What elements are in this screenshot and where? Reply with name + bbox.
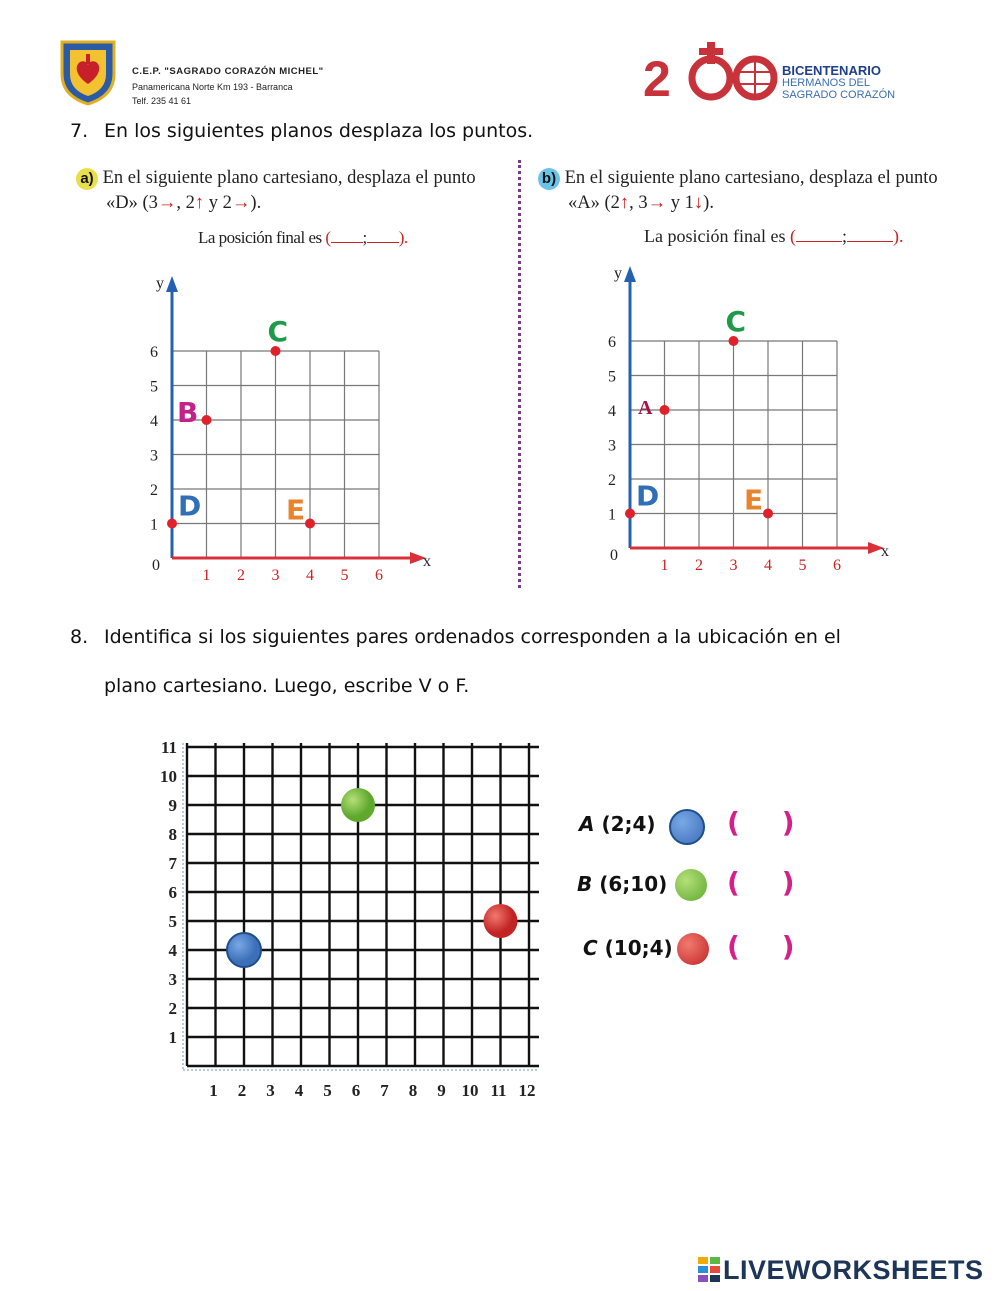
- y-tick-label: 6: [608, 334, 616, 351]
- crest-icon: [52, 34, 124, 106]
- x-tick-label: 5: [340, 567, 349, 584]
- q7b-final-sep: ;: [841, 226, 847, 246]
- q7a-l2-suffix: ).: [250, 193, 262, 213]
- section-divider: [518, 160, 521, 588]
- y-axis-label: y: [614, 265, 622, 282]
- point-e-label: E: [286, 493, 306, 527]
- y-axis-arrow-icon: [624, 266, 636, 282]
- x-tick-label: 4: [764, 557, 772, 574]
- q7b-answer-y[interactable]: [847, 225, 893, 242]
- x-tick-label: 8: [408, 1081, 418, 1100]
- x-tick-label: 4: [294, 1081, 304, 1100]
- y-axis-arrow-icon: [166, 276, 178, 292]
- x-tick-label: 3: [271, 567, 280, 584]
- chart-b: [598, 262, 898, 574]
- y-tick-label: 6: [168, 883, 177, 902]
- bicentenario-logo: [643, 42, 779, 102]
- q7b-final-open: (: [789, 226, 796, 246]
- x-tick-label: 3: [266, 1081, 275, 1100]
- point-a-marker: [227, 933, 261, 967]
- pair-answer-b[interactable]: ( ): [727, 866, 795, 899]
- pair-label-a: A (2;4): [579, 812, 656, 836]
- q7a-instruction-line2: [106, 191, 261, 215]
- arrow-up-icon: ↑: [194, 193, 205, 213]
- x-tick-label: 6: [375, 567, 383, 584]
- y-tick-label: 5: [150, 378, 158, 396]
- arrow-right-icon: →: [647, 193, 667, 213]
- x-tick-label: 2: [237, 1081, 247, 1100]
- y-tick-label: 7: [168, 854, 177, 873]
- liveworksheets-icon: [698, 1257, 720, 1283]
- x-tick-label: 5: [323, 1081, 332, 1100]
- chart-a: [140, 272, 440, 584]
- q8-line1: Identifica si los siguientes pares ordenados corresponden a la ubicación en el: [104, 626, 841, 648]
- point-a-label: A: [638, 397, 653, 419]
- school-address: Panamericana Norte Km 193 - Barranca: [132, 82, 293, 92]
- point-d-label: D: [178, 489, 202, 523]
- y-tick-label: 8: [168, 825, 177, 844]
- school-name: C.E.P. "SAGRADO CORAZÓN MICHEL": [132, 66, 324, 77]
- x-tick-label: 3: [729, 557, 738, 574]
- x-tick-label: 2: [695, 557, 703, 574]
- y-tick-label: 11: [160, 738, 177, 757]
- point-e-marker: [305, 519, 315, 529]
- point-b-label: B: [177, 396, 199, 429]
- q7a-l2-sep1: , 2: [176, 193, 195, 213]
- q7a-final-position: [198, 226, 408, 250]
- q7-number: 7.: [70, 120, 89, 142]
- q7a-l2-sep2: y 2: [204, 193, 232, 213]
- q7a-answer-y[interactable]: [367, 226, 399, 243]
- school-phone: Telf. 235 41 61: [132, 96, 192, 106]
- x-tick-label: 6: [833, 557, 841, 574]
- q7b-answer-x[interactable]: [796, 225, 842, 242]
- x-tick-label: 1: [202, 567, 211, 584]
- q7a-answer-x[interactable]: [331, 226, 363, 243]
- y-tick-label: 3: [168, 970, 177, 989]
- school-crest: [52, 34, 124, 106]
- q7a-final-open: (: [325, 228, 331, 247]
- q7b-l2-sep1: , 3: [629, 193, 648, 213]
- arrow-up-icon: ↑: [619, 193, 630, 213]
- x-tick-label: 4: [306, 567, 314, 584]
- pair-label-b: B (6;10): [577, 872, 668, 896]
- pair-dot-a: [669, 809, 705, 845]
- x-tick-label: 10: [461, 1081, 479, 1100]
- y-tick-label: 6: [150, 344, 158, 361]
- point-d-marker: [625, 509, 635, 519]
- y-tick-label: 10: [160, 767, 177, 786]
- pair-label-c: C (10;4): [583, 936, 673, 960]
- y-axis-label: y: [156, 275, 164, 292]
- point-e-marker: [763, 509, 773, 519]
- bicentenario-line2: HERMANOS DEL: [782, 77, 871, 89]
- x-tick-label: 1: [660, 557, 669, 574]
- point-b-marker: [341, 788, 375, 822]
- pair-dot-c: [677, 933, 709, 965]
- q7b-instruction-line1: [538, 166, 938, 190]
- pair-dot-b: [675, 869, 707, 901]
- q7a-final-label: La posición final es: [198, 228, 322, 247]
- point-c-label: C: [725, 305, 747, 338]
- x-tick-label: 9: [437, 1081, 446, 1100]
- q7a-instruction-line1: [76, 166, 476, 190]
- pair-row-a: [575, 806, 815, 846]
- x-tick-label: 0: [610, 547, 618, 564]
- x-tick-label: 5: [798, 557, 807, 574]
- q7b-line1-text: En el siguiente plano cartesiano, desplaza el punto: [564, 168, 938, 188]
- bicentenario-line3: SAGRADO CORAZÓN: [782, 89, 896, 101]
- q7a-l2-prefix: «D» (3: [106, 193, 158, 213]
- pair-answer-a[interactable]: ( ): [727, 806, 795, 839]
- arrow-right-icon: →: [157, 193, 177, 213]
- liveworksheets-brand: LIVEWORKSHEETS: [723, 1255, 984, 1285]
- chart-grid-8: [150, 725, 560, 1105]
- y-tick-label: 3: [608, 437, 616, 455]
- svg-text:2: 2: [643, 51, 671, 102]
- y-tick-label: 2: [168, 999, 177, 1018]
- y-tick-label: 1: [608, 506, 616, 524]
- y-tick-label: 5: [168, 912, 177, 931]
- y-tick-label: 1: [168, 1028, 177, 1047]
- q7b-l2-sep2: y 1: [666, 193, 694, 213]
- x-axis-label: x: [423, 553, 431, 570]
- point-b-marker: [202, 415, 212, 425]
- q7b-badge: b): [538, 168, 560, 190]
- y-tick-label: 1: [150, 516, 158, 534]
- q7b-instruction-line2: [568, 191, 714, 215]
- x-tick-label: 2: [237, 567, 245, 584]
- point-d-marker: [167, 519, 177, 529]
- pair-answer-c[interactable]: ( ): [727, 930, 795, 963]
- q8-line2: plano cartesiano. Luego, escribe V o F.: [104, 675, 470, 697]
- y-tick-label: 2: [150, 482, 158, 499]
- q7a-final-close: ).: [398, 228, 408, 247]
- point-a-marker: [660, 405, 670, 415]
- pair-row-c: [575, 930, 815, 970]
- point-d-label: D: [636, 479, 660, 513]
- q7b-l2-suffix: ).: [703, 193, 714, 213]
- x-axis-label: x: [881, 543, 889, 560]
- liveworksheets-logo: [698, 1255, 988, 1285]
- x-tick-label: 6: [351, 1081, 361, 1100]
- q8-number: 8.: [70, 626, 89, 648]
- q7b-final-label: La posición final es: [644, 226, 786, 246]
- point-c-marker: [484, 904, 518, 938]
- y-tick-label: 9: [168, 796, 177, 815]
- x-tick-label: 11: [490, 1081, 507, 1100]
- y-tick-label: 4: [608, 403, 616, 420]
- q7b-final-position: [644, 224, 903, 248]
- arrow-down-icon: ↓: [693, 193, 704, 213]
- arrow-right-icon: →: [231, 193, 251, 213]
- y-tick-label: 3: [150, 447, 158, 465]
- point-c-label: C: [267, 315, 289, 348]
- y-tick-label: 5: [608, 368, 616, 386]
- x-tick-label: 0: [152, 557, 160, 574]
- pair-list: [575, 806, 815, 976]
- bicentenario-title: BICENTENARIO: [782, 63, 881, 78]
- x-tick-label: 12: [518, 1081, 536, 1100]
- y-tick-label: 4: [150, 413, 158, 430]
- q7b-final-close: ).: [892, 226, 904, 246]
- point-e-label: E: [744, 483, 764, 517]
- q7a-badge: a): [76, 168, 98, 190]
- x-tick-label: 7: [380, 1081, 389, 1100]
- q7-text: En los siguientes planos desplaza los puntos.: [104, 120, 534, 142]
- q7a-final-sep: ;: [362, 228, 367, 247]
- x-tick-label: 1: [209, 1081, 218, 1100]
- bicentenario-emblem-icon: [643, 42, 779, 102]
- q7b-l2-prefix: «A» (2: [568, 193, 620, 213]
- y-tick-label: 4: [168, 941, 177, 960]
- pair-row-b: [575, 866, 815, 906]
- y-tick-label: 2: [608, 472, 616, 489]
- q7a-line1-text: En el siguiente plano cartesiano, desplaza el punto: [102, 168, 476, 188]
